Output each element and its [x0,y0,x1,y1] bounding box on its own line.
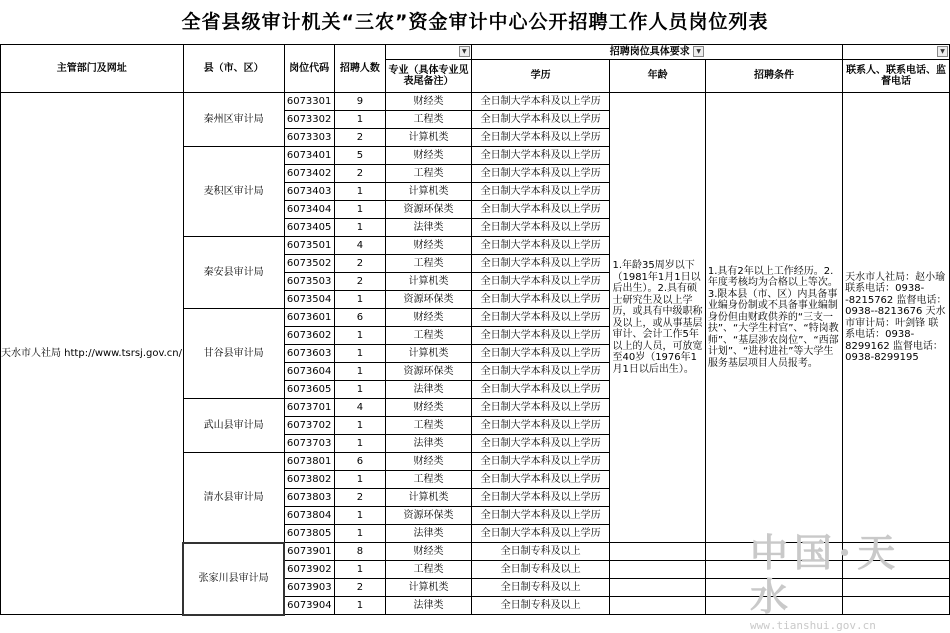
count-cell: 8 [334,543,386,561]
edu-cell: 全日制专科及以上 [471,579,610,597]
contact-cell-empty [843,561,950,579]
county-cell: 清水县审计局 [183,453,284,543]
count-cell: 6 [334,309,386,327]
count-cell: 6 [334,453,386,471]
code-cell: 6073303 [284,129,334,147]
edu-cell: 全日制大学本科及以上学历 [471,129,610,147]
major-cell: 计算机类 [386,129,472,147]
count-cell: 1 [334,291,386,309]
edu-cell: 全日制大学本科及以上学历 [471,291,610,309]
code-cell: 6073402 [284,165,334,183]
edu-cell: 全日制大学本科及以上学历 [471,273,610,291]
code-cell: 6073404 [284,201,334,219]
conditions-cell-empty [705,579,842,597]
code-cell: 6073901 [284,543,334,561]
header-code: 岗位代码 [284,45,334,93]
filter-cell-major[interactable] [386,45,472,60]
header-count: 招聘人数 [334,45,386,93]
header-contact: 联系人、联系电话、监督电话 [843,60,950,93]
major-cell: 财经类 [386,543,472,561]
major-cell: 计算机类 [386,345,472,363]
edu-cell: 全日制大学本科及以上学历 [471,165,610,183]
major-cell: 计算机类 [386,579,472,597]
major-cell: 工程类 [386,255,472,273]
edu-cell: 全日制大学本科及以上学历 [471,237,610,255]
count-cell: 2 [334,255,386,273]
major-cell: 工程类 [386,561,472,579]
edu-cell: 全日制大学本科及以上学历 [471,399,610,417]
count-cell: 1 [334,111,386,129]
count-cell: 2 [334,579,386,597]
county-cell: 麦积区审计局 [183,147,284,237]
edu-cell: 全日制大学本科及以上学历 [471,435,610,453]
major-cell: 资源环保类 [386,507,472,525]
header-major: 专业（具体专业见表尾备注） [386,60,472,93]
major-cell: 计算机类 [386,183,472,201]
conditions-cell-empty [705,543,842,561]
code-cell: 6073502 [284,255,334,273]
major-cell: 工程类 [386,417,472,435]
contact-cell-empty [843,543,950,561]
edu-cell: 全日制大学本科及以上学历 [471,525,610,543]
major-cell: 法律类 [386,597,472,615]
code-cell: 6073803 [284,489,334,507]
count-cell: 1 [334,507,386,525]
edu-cell: 全日制大学本科及以上学历 [471,111,610,129]
major-cell: 资源环保类 [386,291,472,309]
dept-cell: 天水市人社局 http://www.tsrsj.gov.cn/ [1,93,184,615]
major-cell: 法律类 [386,381,472,399]
filter-dropdown-icon[interactable]: ▼ [937,46,948,57]
edu-cell: 全日制大学本科及以上学历 [471,201,610,219]
edu-cell: 全日制大学本科及以上学历 [471,507,610,525]
code-cell: 6073403 [284,183,334,201]
count-cell: 1 [334,417,386,435]
edu-cell: 全日制专科及以上 [471,543,610,561]
age-cell-empty [610,543,705,561]
code-cell: 6073503 [284,273,334,291]
code-cell: 6073601 [284,309,334,327]
watermark-url: www.tianshui.gov.cn [750,619,876,632]
count-cell: 1 [334,345,386,363]
edu-cell: 全日制大学本科及以上学历 [471,309,610,327]
major-cell: 法律类 [386,435,472,453]
age-cell-empty [610,597,705,615]
county-cell: 武山县审计局 [183,399,284,453]
table-row [1,93,950,111]
code-cell: 6073804 [284,507,334,525]
major-cell: 计算机类 [386,273,472,291]
edu-cell: 全日制大学本科及以上学历 [471,417,610,435]
code-cell: 6073903 [284,579,334,597]
contact-info: 天水市人社局：赵小瑜 联系电话：0938--8215762 监督电话：0938--8213676 天水市审计局：叶剑锋 联系电话：0938-8299162 监督电话：0938-8299195 [843,93,950,543]
code-cell: 6073401 [284,147,334,165]
code-cell: 6073801 [284,453,334,471]
conditions-cell-empty [705,597,842,615]
code-cell: 6073604 [284,363,334,381]
count-cell: 1 [334,471,386,489]
code-cell: 6073504 [284,291,334,309]
code-cell: 6073904 [284,597,334,615]
edu-cell: 全日制大学本科及以上学历 [471,453,610,471]
count-cell: 1 [334,435,386,453]
code-cell: 6073802 [284,471,334,489]
major-cell: 法律类 [386,525,472,543]
edu-cell: 全日制大学本科及以上学历 [471,327,610,345]
code-cell: 6073405 [284,219,334,237]
edu-cell: 全日制大学本科及以上学历 [471,363,610,381]
edu-cell: 全日制专科及以上 [471,597,610,615]
major-cell: 财经类 [386,237,472,255]
code-cell: 6073501 [284,237,334,255]
major-cell: 财经类 [386,399,472,417]
age-cell-empty [610,561,705,579]
major-cell: 工程类 [386,111,472,129]
edu-cell: 全日制大学本科及以上学历 [471,255,610,273]
major-cell: 财经类 [386,147,472,165]
code-cell: 6073703 [284,435,334,453]
header-county: 县（市、区） [183,45,284,93]
job-table [0,44,950,616]
contact-cell-empty [843,579,950,597]
major-cell: 财经类 [386,93,472,111]
major-cell: 计算机类 [386,489,472,507]
edu-cell: 全日制大学本科及以上学历 [471,219,610,237]
code-cell: 6073602 [284,327,334,345]
code-cell: 6073902 [284,561,334,579]
major-cell: 工程类 [386,165,472,183]
code-cell: 6073302 [284,111,334,129]
count-cell: 2 [334,273,386,291]
contact-cell-empty [843,597,950,615]
count-cell: 1 [334,219,386,237]
conditions-cell-empty [705,561,842,579]
edu-cell: 全日制大学本科及以上学历 [471,345,610,363]
count-cell: 1 [334,597,386,615]
count-cell: 1 [334,201,386,219]
major-cell: 法律类 [386,219,472,237]
filter-label: 招聘岗位具体要求 [609,46,690,58]
count-cell: 1 [334,381,386,399]
header-edu: 学历 [471,60,610,93]
count-cell: 1 [334,363,386,381]
major-cell: 资源环保类 [386,363,472,381]
watermark-logo-text: 中国·天水 [750,530,902,619]
major-cell: 财经类 [386,453,472,471]
county-cell: 秦安县审计局 [183,237,284,309]
filter-dropdown-icon[interactable]: ▼ [693,46,704,57]
edu-cell: 全日制大学本科及以上学历 [471,381,610,399]
edu-cell: 全日制大学本科及以上学历 [471,93,610,111]
edu-cell: 全日制专科及以上 [471,561,610,579]
edu-cell: 全日制大学本科及以上学历 [471,183,610,201]
count-cell: 4 [334,237,386,255]
edu-cell: 全日制大学本科及以上学历 [471,471,610,489]
code-cell: 6073701 [284,399,334,417]
major-cell: 工程类 [386,327,472,345]
count-cell: 5 [334,147,386,165]
count-cell: 4 [334,399,386,417]
edu-cell: 全日制大学本科及以上学历 [471,489,610,507]
filter-cell-requirements[interactable] [471,45,842,60]
county-cell: 张家川县审计局 [183,543,284,615]
count-cell: 1 [334,327,386,345]
count-cell: 9 [334,93,386,111]
code-cell: 6073702 [284,417,334,435]
filter-dropdown-icon[interactable]: ▼ [459,46,470,57]
count-cell: 1 [334,525,386,543]
county-cell: 秦州区审计局 [183,93,284,147]
age-requirement: 1.年龄35周岁以下（1981年1月1日以后出生）。2.具有硕士研究生及以上学历，或具有中级职称及以上，或从事基层审计、会计工作5年以上的人员，可放宽至40岁（1976年1月1日以后出生）。 [610,93,705,543]
page-title: 全省县级审计机关“三农”资金审计中心公开招聘工作人员岗位列表 [181,11,769,33]
code-cell: 6073805 [284,525,334,543]
code-cell: 6073605 [284,381,334,399]
count-cell: 2 [334,489,386,507]
header-age: 年龄 [610,60,705,93]
edu-cell: 全日制大学本科及以上学历 [471,147,610,165]
code-cell: 6073603 [284,345,334,363]
major-cell: 资源环保类 [386,201,472,219]
count-cell: 1 [334,183,386,201]
count-cell: 2 [334,129,386,147]
filter-cell-contact[interactable] [843,45,950,60]
county-cell: 甘谷县审计局 [183,309,284,399]
major-cell: 工程类 [386,471,472,489]
header-dept: 主管部门及网址 [1,45,184,93]
count-cell: 1 [334,561,386,579]
conditions-requirement: 1.具有2年以上工作经历。2.年度考核均为合格以上等次。3.限本县（市、区）内具备事业编身份制或不具备事业编制身份但由财政供养的“三支一扶”、“大学生村官”、“特岗教师”、“基层涉农岗位”、“西部计划”、“进村进社”等大学生服务基层项目人员报考。 [705,93,842,543]
age-cell-empty [610,579,705,597]
header-conditions: 招聘条件 [705,60,842,93]
count-cell: 2 [334,165,386,183]
major-cell: 财经类 [386,309,472,327]
code-cell: 6073301 [284,93,334,111]
